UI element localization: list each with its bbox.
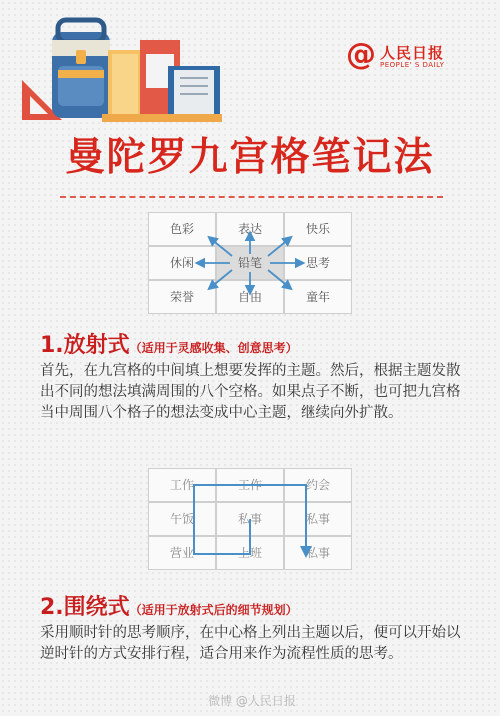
grid-cell: 私事 (284, 536, 352, 570)
grid-center-cell: 私事 (216, 502, 284, 536)
grid-cell: 上班 (216, 536, 284, 570)
section-heading-surround (40, 590, 298, 621)
weibo-watermark: 微博 @人民日报 (208, 694, 296, 708)
logo-name: 人民日报 (380, 44, 445, 62)
section-title: 2.围绕式 (40, 595, 130, 620)
radial-grid (148, 212, 352, 314)
grid-cell: 营业 (148, 536, 216, 570)
grid-cell: 色彩 (148, 212, 216, 246)
title-divider (60, 196, 443, 198)
section-body-surround: 采用顺时针的思考顺序，在中心格上列出主题以后，便可以开始以逆时针的方式安排行程，适合用来作为流程性质的思考。 (40, 625, 461, 662)
grid-cell: 自由 (216, 280, 284, 314)
section-heading-radial (40, 328, 298, 359)
grid-cell: 约会 (284, 468, 352, 502)
peoples-daily-logo (346, 38, 476, 78)
section-body-radial: 首先，在九宫格的中间填上想要发挥的主题。然后，根据主题发散出不同的想法填满周围的八个空格。如果点子不断，也可把九宫格当中周围八个格子的想法变成中心主题，继续向外扩散。 (40, 363, 461, 421)
section-title: 1.放射式 (40, 333, 130, 358)
grid-cell: 思考 (284, 246, 352, 280)
logo-at-symbol: @ (346, 37, 376, 72)
grid-cell: 荣誉 (148, 280, 216, 314)
surround-path-arrow (148, 468, 352, 570)
grid-cell: 午饭 (148, 502, 216, 536)
grid-cell: 私事 (284, 502, 352, 536)
grid-cell: 工作 (216, 468, 284, 502)
grid-cell: 表达 (216, 212, 284, 246)
grid-cell: 快乐 (284, 212, 352, 246)
grid-cell: 工作 (148, 468, 216, 502)
grid-cell: 童年 (284, 280, 352, 314)
grid-cell: 休闲 (148, 246, 216, 280)
section-note: （适用于灵感收集、创意思考） (129, 341, 298, 355)
grid-center-cell: 铅笔 (216, 246, 284, 280)
section-note: （适用于放射式后的细节规划） (129, 603, 298, 617)
radial-arrows (148, 212, 352, 314)
surround-grid (148, 468, 352, 570)
logo-subtitle: PEOPLE' S DAILY (380, 61, 445, 69)
page-title: 曼陀罗九宫格笔记法 (65, 135, 435, 180)
school-supplies-illustration (18, 10, 223, 128)
